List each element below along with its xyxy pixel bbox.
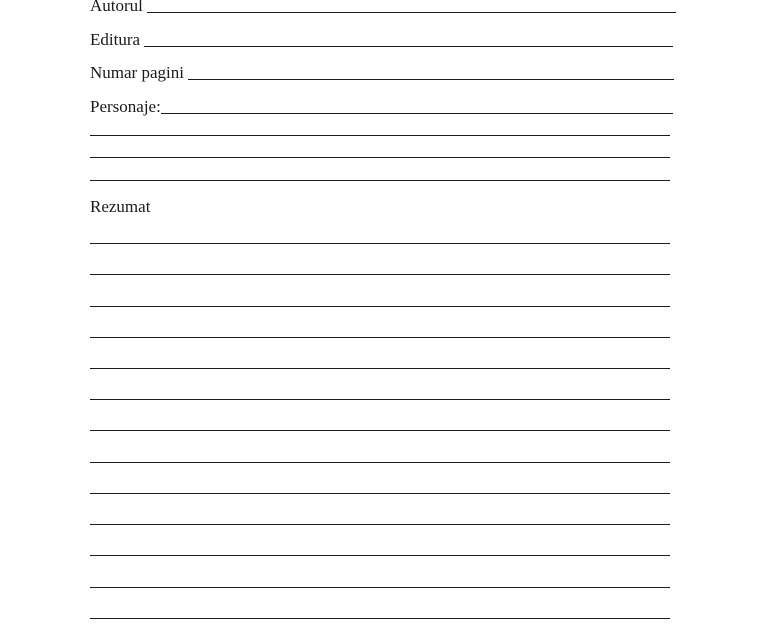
rezumat-line[interactable] <box>90 337 670 338</box>
rezumat-line[interactable] <box>90 462 670 463</box>
personaje-line[interactable] <box>90 157 670 158</box>
autorul-label: Autorul <box>90 0 143 15</box>
personaje-field <box>90 97 673 117</box>
editura-field <box>90 30 673 50</box>
rezumat-line[interactable] <box>90 587 670 588</box>
rezumat-line[interactable] <box>90 306 670 307</box>
editura-label: Editura <box>90 30 141 49</box>
rezumat-heading: Rezumat <box>90 197 151 216</box>
personaje-line[interactable] <box>90 180 670 181</box>
rezumat-line[interactable] <box>90 399 670 400</box>
personaje-line[interactable] <box>90 135 670 136</box>
personaje-blank[interactable] <box>161 99 673 114</box>
rezumat-line[interactable] <box>90 524 670 525</box>
rezumat-line[interactable] <box>90 555 670 556</box>
autorul-field <box>90 0 676 16</box>
rezumat-line[interactable] <box>90 368 670 369</box>
editura-blank[interactable] <box>144 32 673 47</box>
rezumat-line[interactable] <box>90 430 670 431</box>
autorul-blank[interactable] <box>147 0 676 13</box>
rezumat-line[interactable] <box>90 618 670 619</box>
rezumat-line[interactable] <box>90 274 670 275</box>
numar-pagini-field <box>90 63 674 83</box>
rezumat-line[interactable] <box>90 243 670 244</box>
numar-pagini-blank[interactable] <box>188 65 674 80</box>
personaje-label: Personaje: <box>90 97 161 116</box>
rezumat-line[interactable] <box>90 493 670 494</box>
numar-pagini-label: Numar pagini <box>90 63 184 82</box>
